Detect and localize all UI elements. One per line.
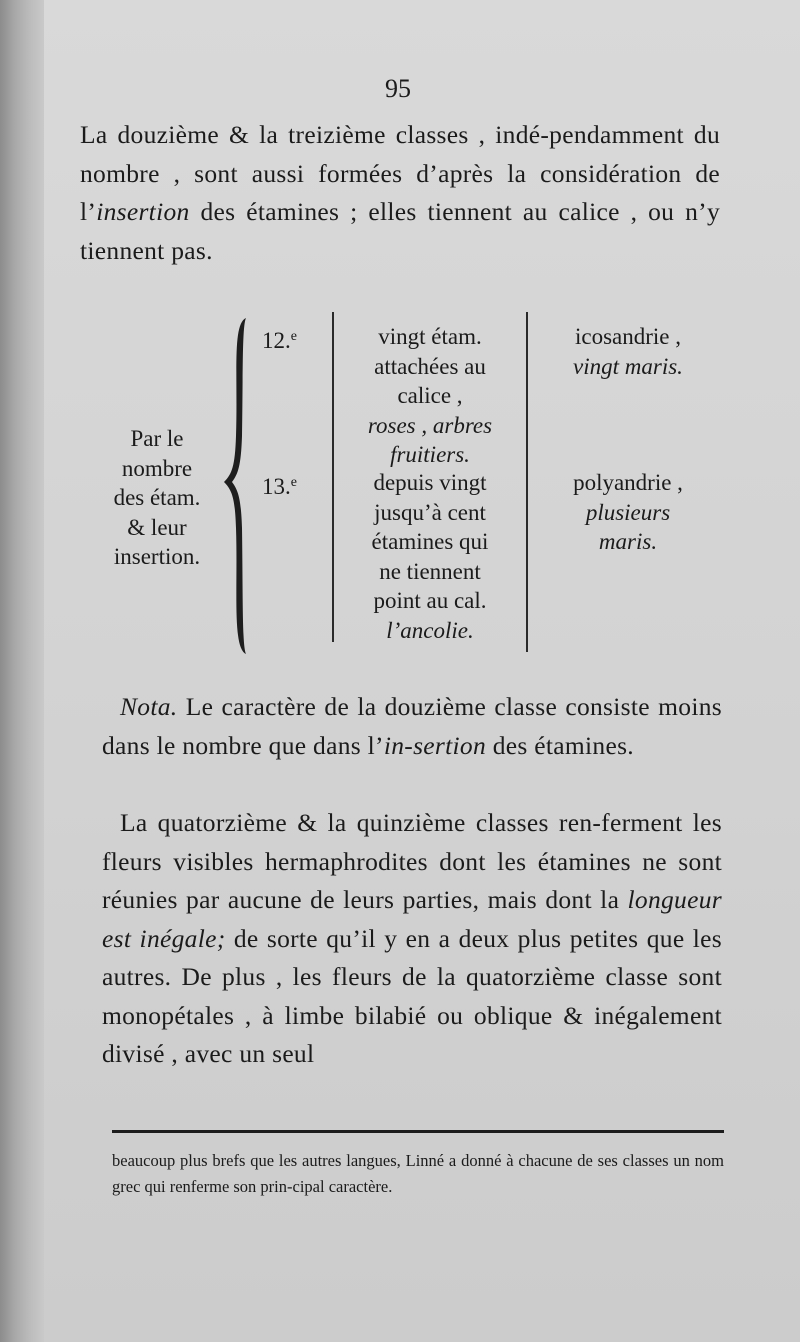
- desc-line: attachées au: [374, 353, 486, 379]
- classification-table: [96, 312, 726, 652]
- desc-line: jusqu’à cent: [374, 499, 486, 525]
- paragraph-fourteenth-fifteenth-classes: [102, 804, 722, 1074]
- row-label-line: & leur: [127, 514, 187, 540]
- page-number: 95: [385, 74, 411, 103]
- italic-term: in-sertion: [383, 730, 487, 760]
- book-gutter-shadow: [0, 0, 44, 1342]
- footnote-divider: [112, 1130, 724, 1133]
- footnote: [112, 1148, 724, 1200]
- class-meaning: plusieurs maris.: [585, 499, 671, 554]
- italic-term: longueur est inégale;: [102, 885, 722, 953]
- desc-example: roses , arbres: [367, 412, 493, 438]
- nota-label: Nota.: [120, 692, 178, 721]
- desc-line: depuis vingt: [373, 470, 487, 495]
- table-column-divider: [332, 312, 334, 642]
- table-column-divider: [526, 312, 528, 652]
- nota-paragraph: [102, 688, 722, 765]
- para-text: La quatorzième & la quinzième classes ren-ferment les fleurs visibles hermaphrodites dont les étamines ne sont réunies par aucune de leurs parties, mais dont la: [102, 808, 722, 914]
- class-13-name: [530, 468, 726, 557]
- desc-line: étamines qui: [371, 529, 489, 554]
- class-meaning: vingt maris.: [573, 353, 683, 379]
- desc-example: l’ancolie.: [386, 617, 474, 643]
- row-label-line: nombre: [121, 455, 193, 481]
- desc-line: ne tiennent: [379, 558, 481, 584]
- para-text: des étamines ; elles tiennent au calice , ou n’y tiennent pas.: [80, 197, 720, 265]
- desc-line: vingt étam.: [378, 324, 482, 349]
- row-label-line: Par le: [130, 426, 184, 451]
- desc-line: point au cal.: [373, 588, 487, 613]
- footnote-text: beaucoup plus brefs que les autres langues, Linné a donné à chacune de ses classes un nom grec qui renferme son prin-cipal caractère.: [112, 1151, 724, 1196]
- class-name: polyandrie ,: [573, 470, 683, 495]
- class-number-13: 13.$^e$: [262, 474, 297, 499]
- desc-example: fruitiers.: [390, 442, 470, 467]
- para-text: des étamines.: [486, 730, 634, 760]
- curly-brace-icon: [222, 316, 252, 656]
- paragraph-twelfth-thirteenth-classes: [80, 116, 720, 270]
- row-label-line: insertion.: [113, 544, 201, 569]
- class-13-description: [336, 468, 524, 645]
- class-12-name: [530, 322, 726, 381]
- row-label-line: des étam.: [113, 485, 201, 510]
- table-row-label: [96, 424, 218, 572]
- para-text: Le caractère de la douzième classe consiste moins dans le nombre que dans l’: [102, 692, 722, 760]
- class-name: icosandrie ,: [574, 324, 681, 349]
- para-text: de sorte qu’il y en a deux plus petites que les autres. De plus , les fleurs de la quatorzième classe sont monopétales , à limbe bilabié ou oblique & inégalement divisé , avec un seul: [102, 923, 722, 1068]
- class-number-12: 12.$^e$: [262, 328, 297, 353]
- italic-term: insertion: [96, 197, 190, 226]
- class-12-description: [336, 322, 524, 470]
- desc-line: calice ,: [397, 383, 463, 408]
- para-text: La douzième & la treizième classes , indé-pendamment du nombre , sont aussi formées d’après la considération de l’: [80, 120, 720, 226]
